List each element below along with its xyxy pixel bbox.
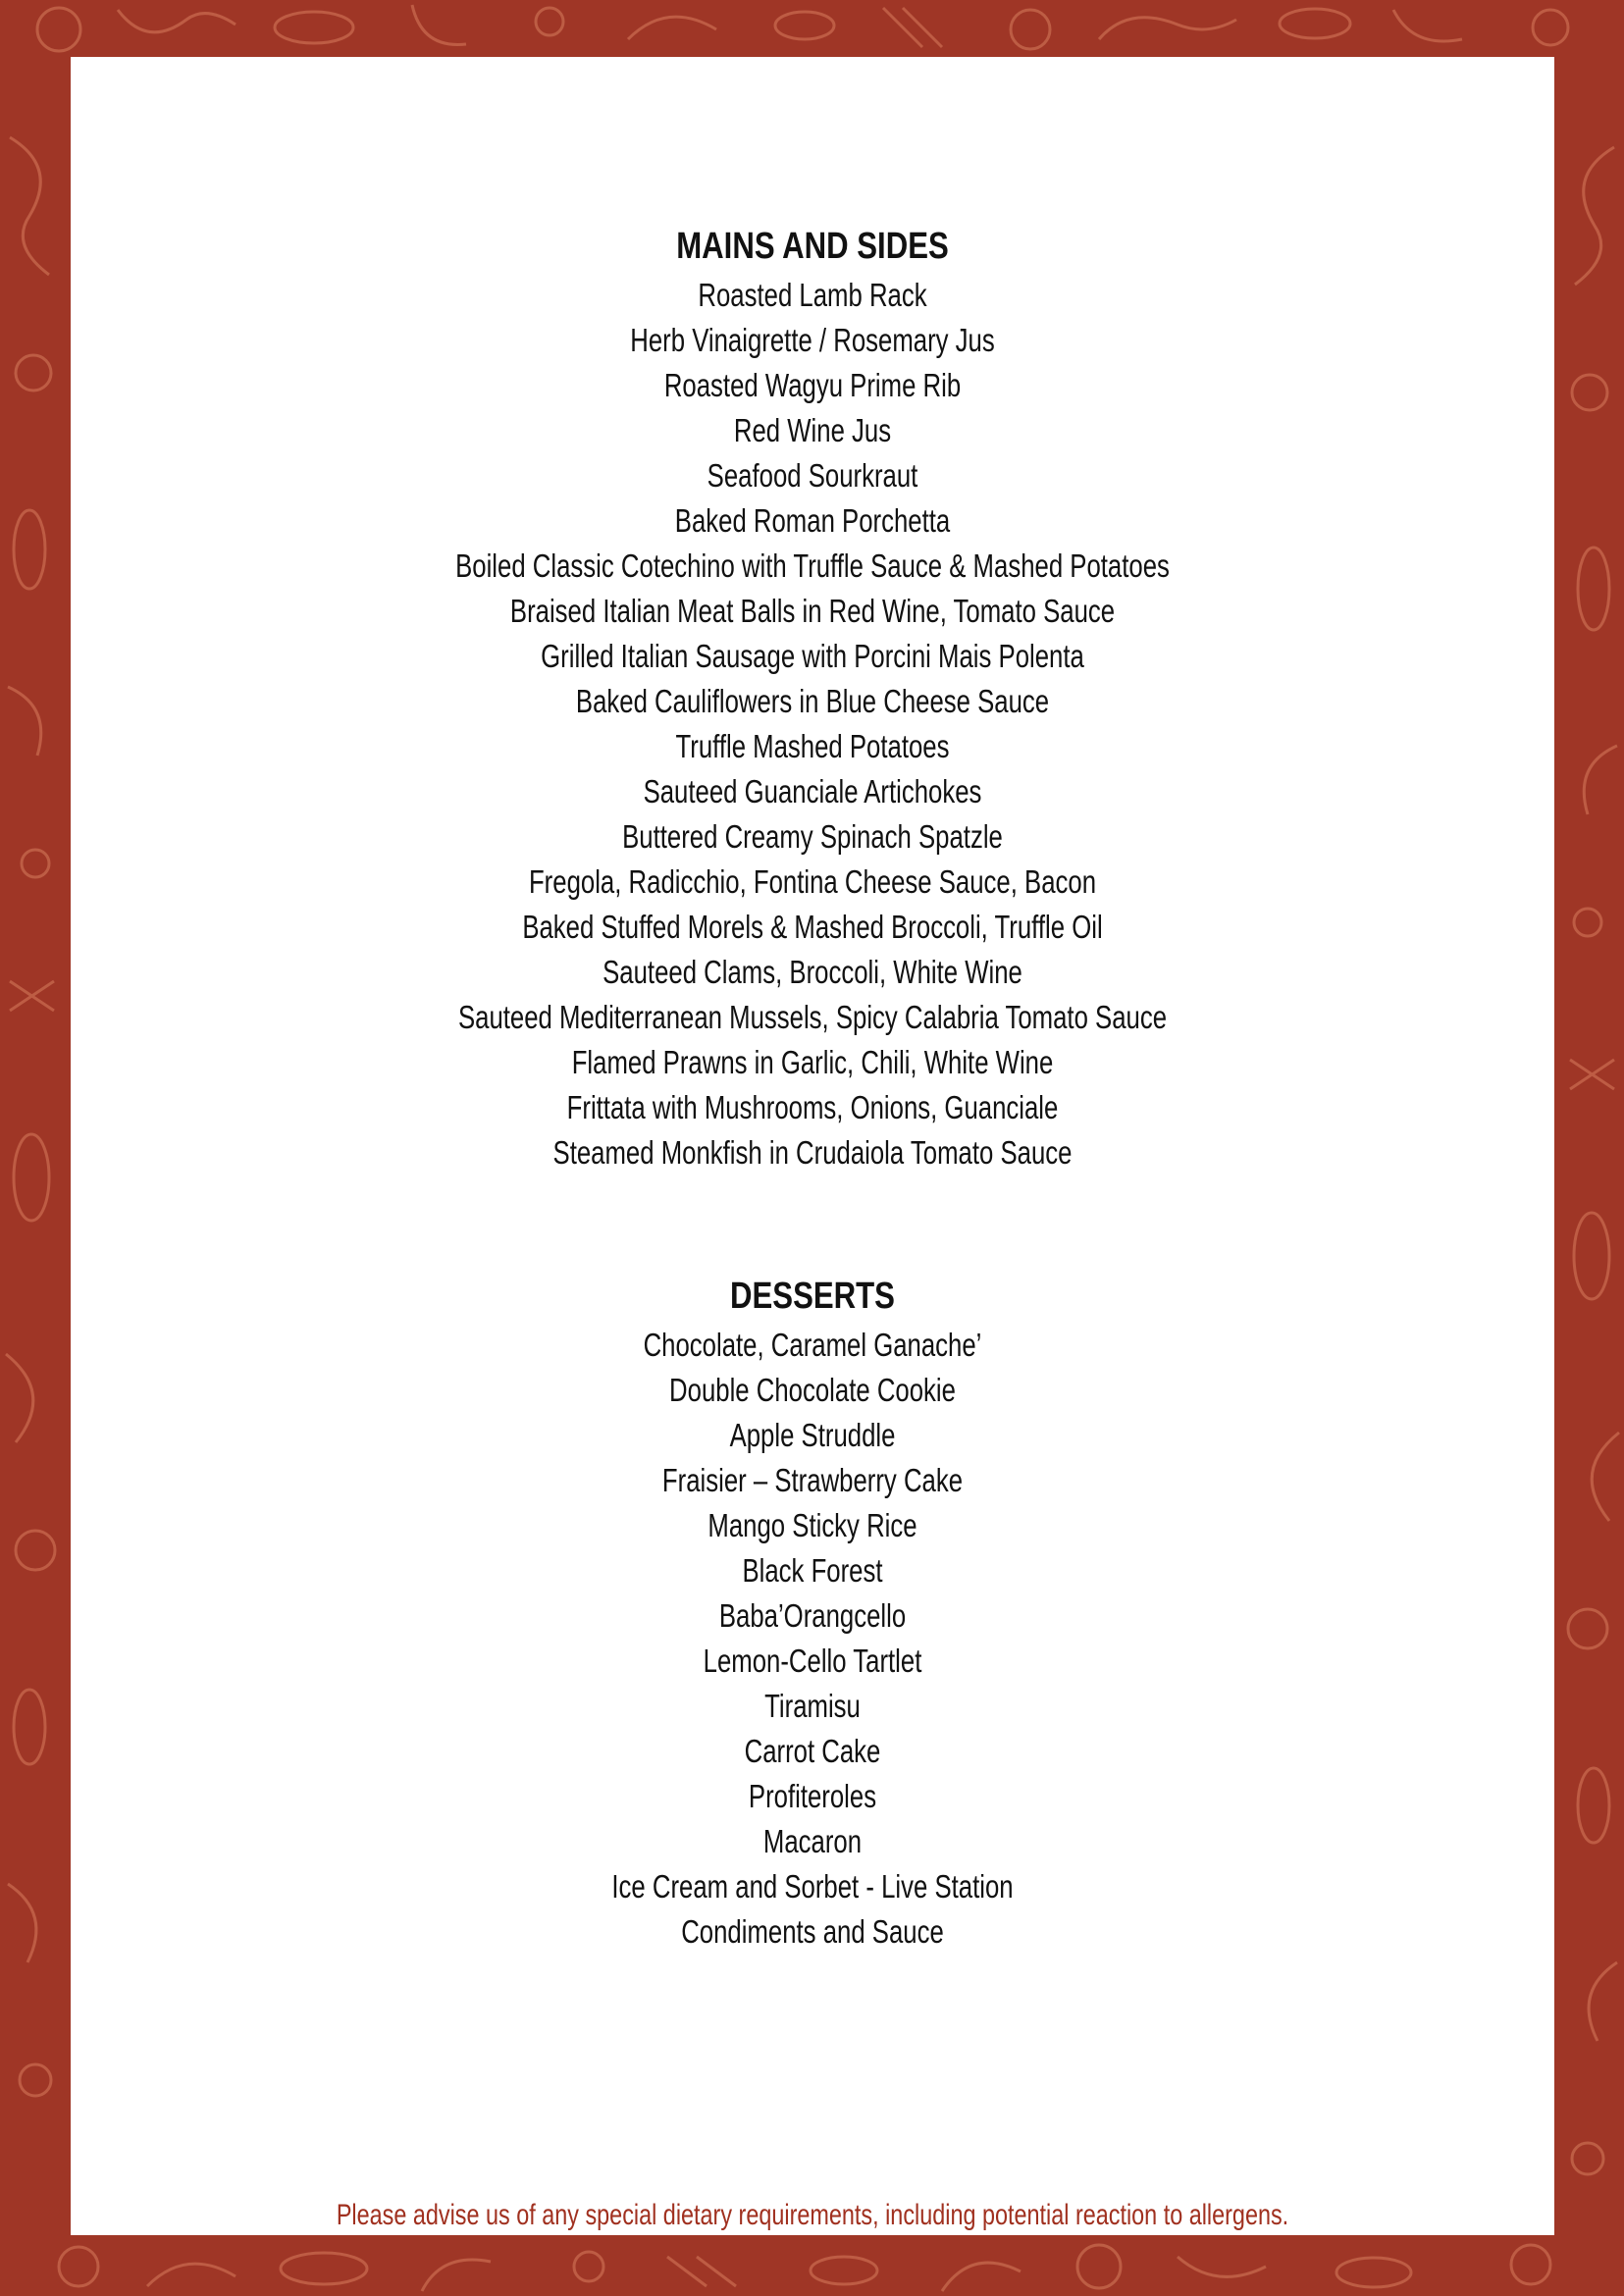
menu-item: Braised Italian Meat Balls in Red Wine, Tomato Sauce xyxy=(509,593,1116,629)
menu-page xyxy=(71,57,1554,2235)
menu-item: Sauteed Mediterranean Mussels, Spicy Calabria Tomato Sauce xyxy=(457,999,1168,1035)
menu-item: Baba’Orangcello xyxy=(718,1597,907,1634)
menu-item: Buttered Creamy Spinach Spatzle xyxy=(622,818,1003,855)
menu-item: Fraisier – Strawberry Cake xyxy=(661,1462,964,1498)
menu-item: Macaron xyxy=(762,1823,863,1859)
menu-item: Chocolate, Caramel Ganache’ xyxy=(643,1327,982,1363)
menu-item: Boiled Classic Cotechino with Truffle Sauce & Mashed Potatoes xyxy=(455,548,1170,584)
menu-item: Carrot Cake xyxy=(744,1733,881,1769)
menu-item: Mango Sticky Rice xyxy=(707,1507,917,1543)
menu-item: Ice Cream and Sorbet - Live Station xyxy=(611,1868,1014,1905)
menu-item: Grilled Italian Sausage with Porcini Mais Polenta xyxy=(541,638,1084,674)
menu-item: Tiramisu xyxy=(764,1688,861,1724)
menu-item: Lemon-Cello Tartlet xyxy=(703,1643,922,1679)
menu-item: Apple Struddle xyxy=(729,1417,896,1453)
menu-item: Profiteroles xyxy=(748,1778,877,1814)
menu-item: Herb Vinaigrette / Rosemary Jus xyxy=(630,322,995,358)
mains-and-sides-section xyxy=(71,224,1554,1175)
menu-item: Truffle Mashed Potatoes xyxy=(675,728,950,764)
desserts-list xyxy=(71,1323,1554,1955)
mains-heading: MAINS AND SIDES xyxy=(676,226,949,267)
menu-item: Baked Stuffed Morels & Mashed Broccoli, Truffle Oil xyxy=(522,909,1103,945)
menu-item: Baked Roman Porchetta xyxy=(674,502,951,539)
desserts-section xyxy=(71,1274,1554,1955)
menu-item: Condiments and Sauce xyxy=(681,1913,944,1950)
mains-list xyxy=(71,273,1554,1175)
menu-item: Roasted Wagyu Prime Rib xyxy=(663,367,962,403)
menu-item: Steamed Monkfish in Crudaiola Tomato Sauce xyxy=(552,1134,1073,1171)
menu-item: Seafood Sourkraut xyxy=(707,457,918,494)
menu-item: Red Wine Jus xyxy=(733,412,892,448)
menu-item: Double Chocolate Cookie xyxy=(669,1372,956,1408)
menu-item: Baked Cauliflowers in Blue Cheese Sauce xyxy=(575,683,1050,719)
menu-item: Flamed Prawns in Garlic, Chili, White Wine xyxy=(571,1044,1054,1080)
menu-item: Fregola, Radicchio, Fontina Cheese Sauce, Bacon xyxy=(528,863,1097,900)
menu-item: Sauteed Clams, Broccoli, White Wine xyxy=(602,954,1022,990)
menu-item: Sauteed Guanciale Artichokes xyxy=(643,773,982,809)
menu-item: Black Forest xyxy=(742,1552,883,1589)
menu-item: Frittata with Mushrooms, Onions, Guanciale xyxy=(566,1089,1059,1125)
menu-item: Roasted Lamb Rack xyxy=(698,277,927,313)
desserts-heading: DESSERTS xyxy=(730,1276,895,1317)
allergen-notice: Please advise us of any special dietary requirements, including potential reaction to allergens. xyxy=(336,2199,1289,2231)
